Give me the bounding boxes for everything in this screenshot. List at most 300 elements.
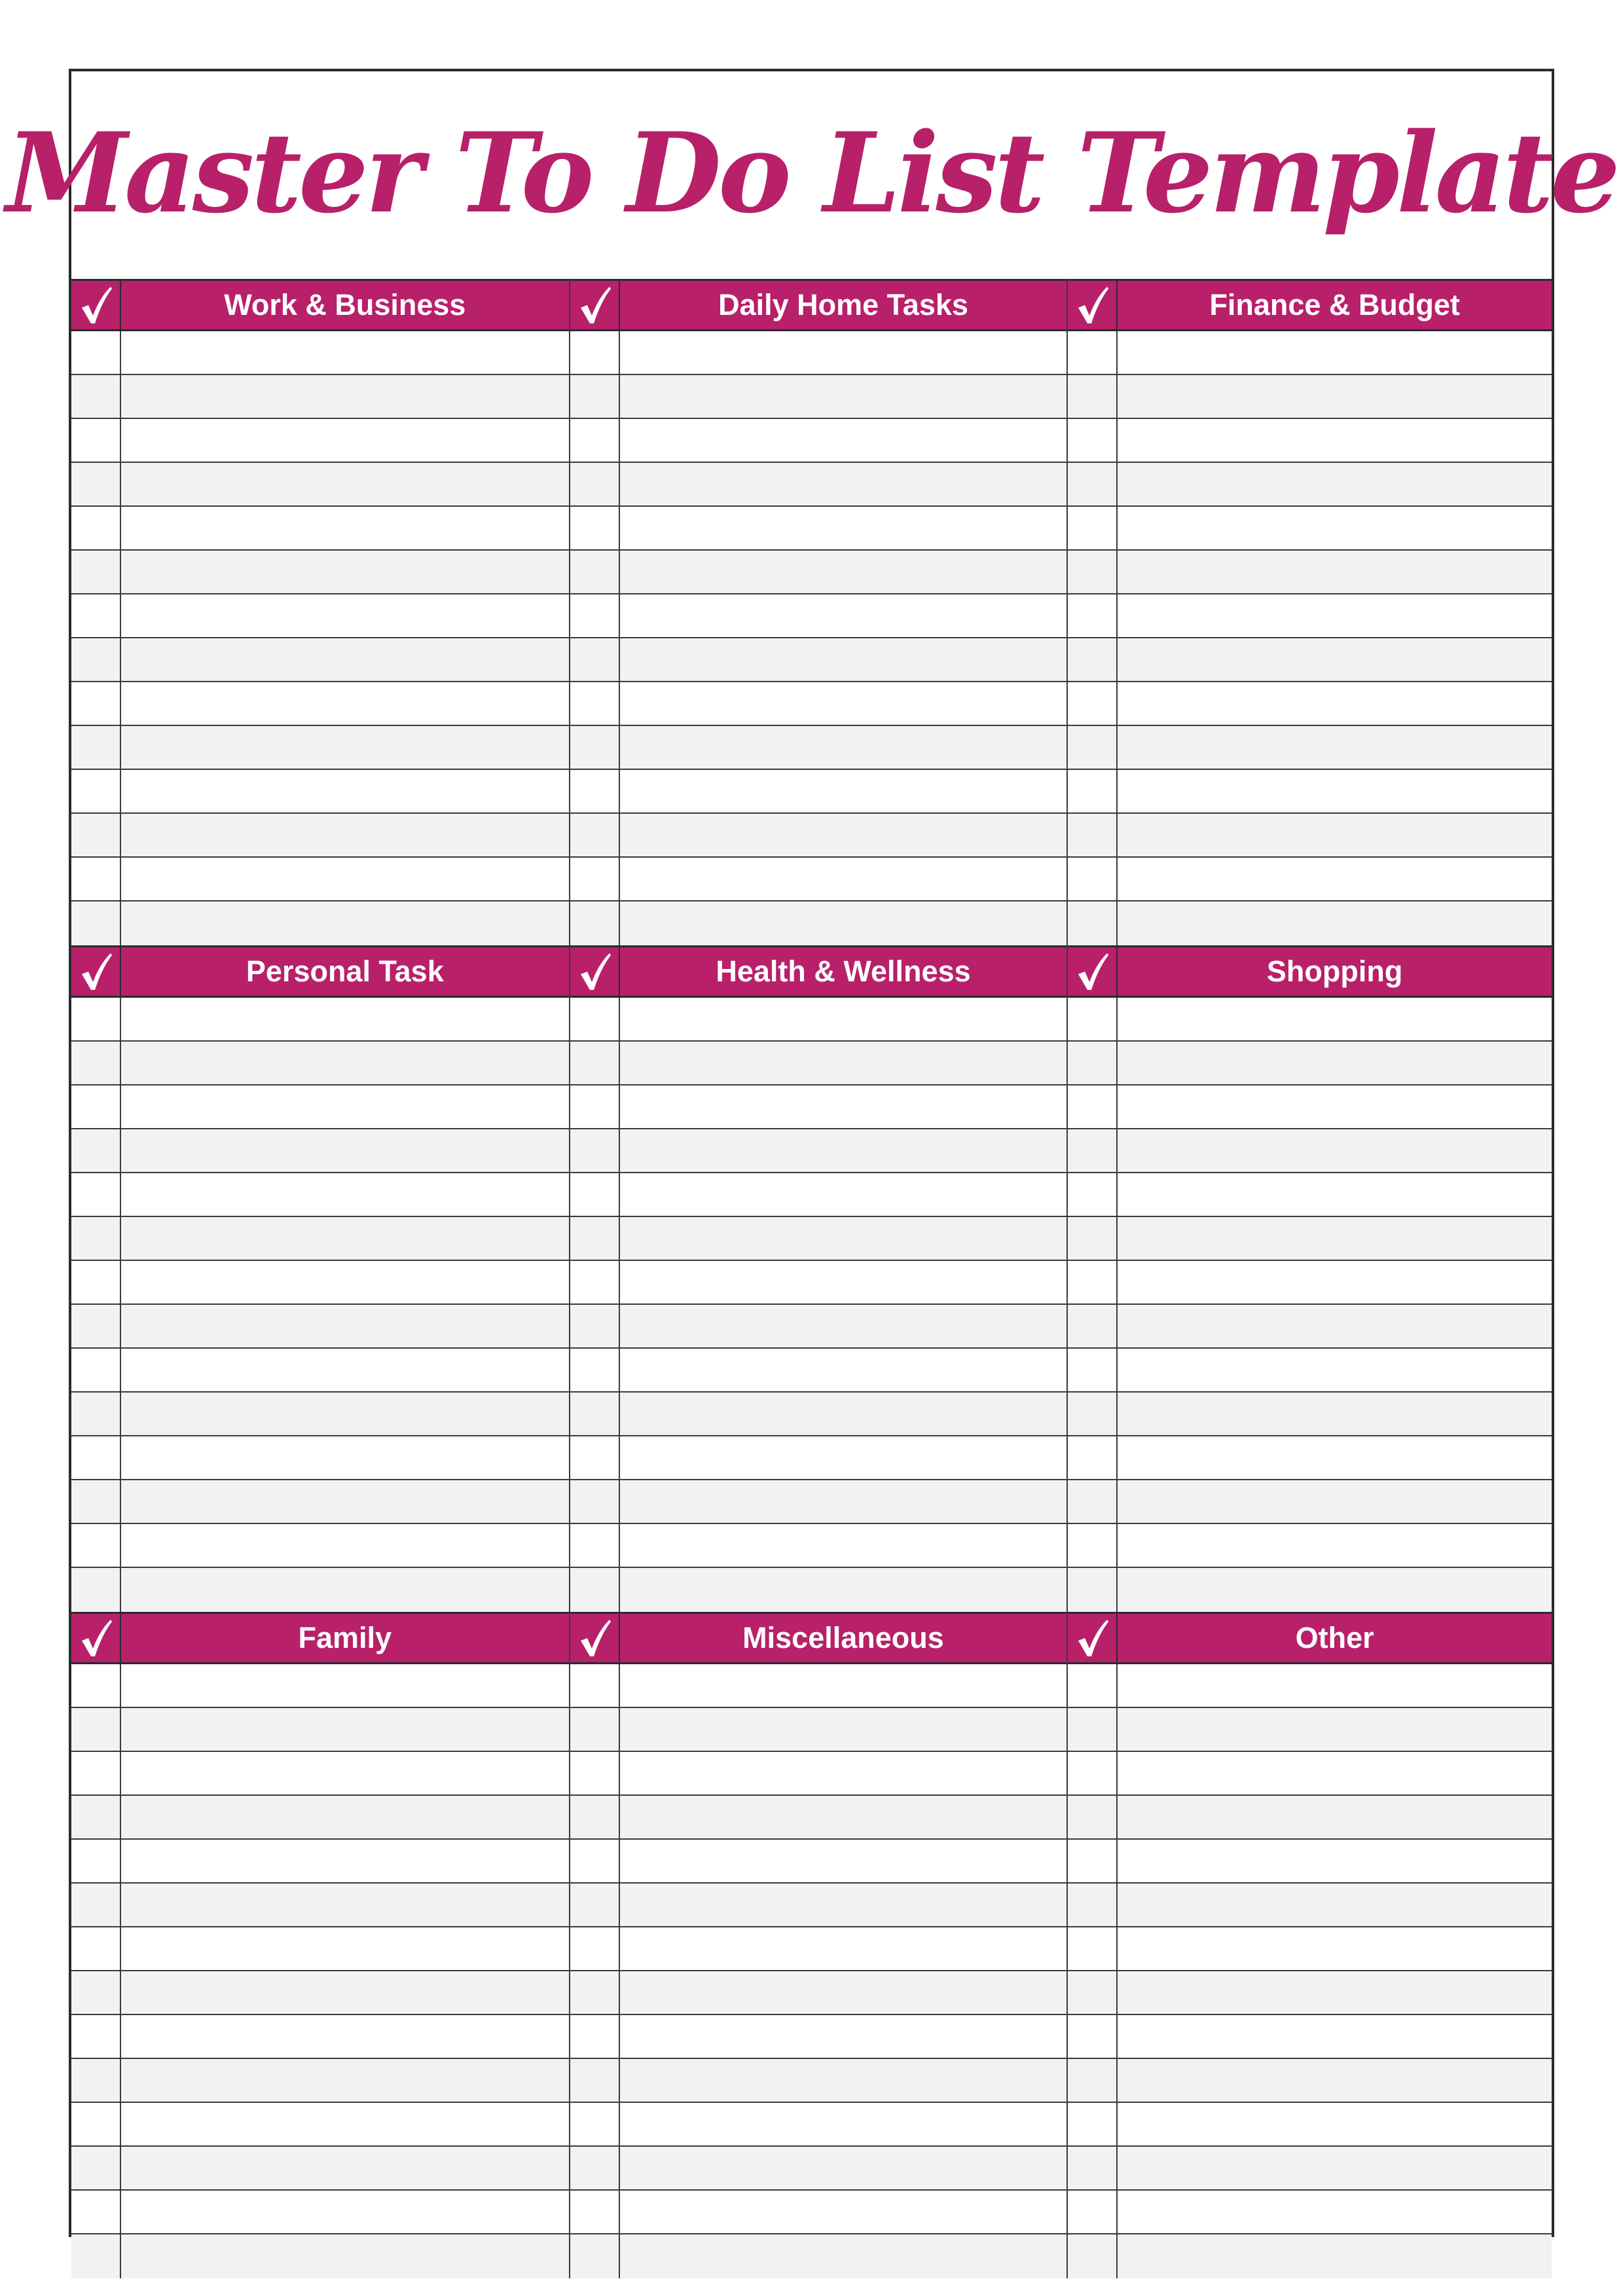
list-item: [570, 770, 1067, 814]
item-text-field[interactable]: [1118, 726, 1552, 769]
item-checkbox[interactable]: [71, 551, 121, 593]
item-text-field[interactable]: [620, 1568, 1067, 1612]
item-checkbox[interactable]: [1068, 1971, 1118, 2014]
item-checkbox[interactable]: [1068, 2191, 1118, 2233]
item-checkbox[interactable]: [1068, 1840, 1118, 1882]
item-text-field[interactable]: [1118, 419, 1552, 462]
item-checkbox[interactable]: [570, 594, 620, 637]
item-checkbox[interactable]: [71, 726, 121, 769]
item-checkbox[interactable]: [71, 1305, 121, 1347]
item-checkbox[interactable]: [71, 2059, 121, 2102]
item-text-field[interactable]: [620, 1085, 1067, 1128]
list-item: [1068, 1752, 1552, 1796]
item-checkbox[interactable]: [570, 463, 620, 505]
item-text-field[interactable]: [121, 1305, 569, 1347]
item-text-field[interactable]: [1118, 1349, 1552, 1391]
item-text-field[interactable]: [620, 682, 1067, 725]
list-item: [1068, 998, 1552, 1042]
item-checkbox[interactable]: [570, 1436, 620, 1479]
list-rows: [71, 998, 569, 1612]
item-text-field[interactable]: [121, 2103, 569, 2145]
item-checkbox[interactable]: [1068, 858, 1118, 900]
item-text-field[interactable]: [1118, 2147, 1552, 2189]
item-checkbox[interactable]: [71, 331, 121, 374]
item-text-field[interactable]: [1118, 594, 1552, 637]
item-text-field[interactable]: [620, 1042, 1067, 1084]
item-text-field[interactable]: [1118, 902, 1552, 945]
list-header: [71, 945, 569, 998]
item-text-field[interactable]: [620, 419, 1067, 462]
item-checkbox[interactable]: [71, 1173, 121, 1216]
item-checkbox[interactable]: [570, 638, 620, 681]
item-text-field[interactable]: [121, 638, 569, 681]
item-text-field[interactable]: [1118, 1971, 1552, 2014]
item-checkbox[interactable]: [71, 1217, 121, 1260]
item-checkbox[interactable]: [71, 858, 121, 900]
item-text-field[interactable]: [1118, 1796, 1552, 1838]
checkmark-icon: [71, 1614, 121, 1662]
item-text-field[interactable]: [121, 1971, 569, 2014]
item-checkbox[interactable]: [71, 2147, 121, 2189]
item-checkbox[interactable]: [71, 1796, 121, 1838]
section-columns: [71, 1612, 1552, 2278]
item-checkbox[interactable]: [1068, 1480, 1118, 1523]
item-text-field[interactable]: [1118, 1217, 1552, 1260]
item-checkbox[interactable]: [71, 814, 121, 856]
item-checkbox[interactable]: [1068, 1752, 1118, 1795]
item-checkbox[interactable]: [1068, 1524, 1118, 1567]
item-checkbox[interactable]: [1068, 2103, 1118, 2145]
item-checkbox[interactable]: [570, 1393, 620, 1435]
item-checkbox[interactable]: [1068, 419, 1118, 462]
item-checkbox[interactable]: [71, 2103, 121, 2145]
item-checkbox[interactable]: [570, 998, 620, 1040]
item-text-field[interactable]: [1118, 331, 1552, 374]
list-item: [570, 1042, 1067, 1085]
item-text-field[interactable]: [1118, 1129, 1552, 1172]
item-checkbox[interactable]: [71, 682, 121, 725]
list-item: [570, 2191, 1067, 2234]
list-title: Finance & Budget: [1209, 288, 1460, 321]
item-checkbox[interactable]: [570, 1261, 620, 1303]
item-checkbox[interactable]: [570, 814, 620, 856]
item-checkbox[interactable]: [1068, 331, 1118, 374]
item-checkbox[interactable]: [570, 507, 620, 549]
item-text-field[interactable]: [620, 507, 1067, 549]
item-text-field[interactable]: [620, 1524, 1067, 1567]
item-text-field[interactable]: [1118, 1884, 1552, 1926]
item-text-field[interactable]: [121, 1927, 569, 1970]
item-text-field[interactable]: [620, 1971, 1067, 2014]
list-item: [71, 2015, 569, 2059]
item-checkbox[interactable]: [71, 375, 121, 418]
item-text-field[interactable]: [121, 1840, 569, 1882]
item-text-field[interactable]: [121, 770, 569, 812]
item-checkbox[interactable]: [71, 507, 121, 549]
item-text-field[interactable]: [121, 2015, 569, 2058]
list-item: [1068, 2015, 1552, 2059]
item-text-field[interactable]: [121, 1480, 569, 1523]
item-checkbox[interactable]: [71, 463, 121, 505]
list-title: Health & Wellness: [716, 955, 971, 988]
item-checkbox[interactable]: [1068, 1436, 1118, 1479]
item-text-field[interactable]: [620, 463, 1067, 505]
list-title: Daily Home Tasks: [718, 288, 968, 321]
todo-list: [1067, 945, 1552, 1612]
item-text-field[interactable]: [121, 507, 569, 549]
item-checkbox[interactable]: [570, 1173, 620, 1216]
item-text-field[interactable]: [620, 1752, 1067, 1795]
item-checkbox[interactable]: [1068, 375, 1118, 418]
item-checkbox[interactable]: [71, 1261, 121, 1303]
item-text-field[interactable]: [620, 998, 1067, 1040]
item-checkbox[interactable]: [71, 1752, 121, 1795]
item-text-field[interactable]: [1118, 1480, 1552, 1523]
item-text-field[interactable]: [620, 1927, 1067, 1970]
item-text-field[interactable]: [620, 1664, 1067, 1707]
list-item: [71, 2191, 569, 2234]
page-title: Master To Do List Template: [5, 107, 1618, 238]
item-text-field[interactable]: [121, 2059, 569, 2102]
item-checkbox[interactable]: [1068, 463, 1118, 505]
item-checkbox[interactable]: [1068, 1708, 1118, 1751]
item-checkbox[interactable]: [1068, 1085, 1118, 1128]
item-checkbox[interactable]: [1068, 1884, 1118, 1926]
item-checkbox[interactable]: [1068, 2147, 1118, 2189]
item-text-field[interactable]: [620, 375, 1067, 418]
item-checkbox[interactable]: [1068, 1349, 1118, 1391]
list-item: [1068, 1129, 1552, 1173]
list-item: [1068, 1349, 1552, 1393]
item-checkbox[interactable]: [1068, 2059, 1118, 2102]
item-text-field[interactable]: [620, 858, 1067, 900]
item-text-field[interactable]: [1118, 858, 1552, 900]
item-checkbox[interactable]: [570, 1085, 620, 1128]
item-text-field[interactable]: [620, 1708, 1067, 1751]
item-checkbox[interactable]: [71, 2234, 121, 2278]
item-checkbox[interactable]: [570, 1752, 620, 1795]
item-checkbox[interactable]: [1068, 1568, 1118, 1612]
item-checkbox[interactable]: [1068, 594, 1118, 637]
item-text-field[interactable]: [620, 2015, 1067, 2058]
item-checkbox[interactable]: [71, 419, 121, 462]
item-text-field[interactable]: [121, 1708, 569, 1751]
item-text-field[interactable]: [1118, 2059, 1552, 2102]
item-text-field[interactable]: [620, 2147, 1067, 2189]
item-checkbox[interactable]: [570, 726, 620, 769]
item-checkbox[interactable]: [570, 1217, 620, 1260]
list-header: [1068, 279, 1552, 331]
item-checkbox[interactable]: [570, 2015, 620, 2058]
item-text-field[interactable]: [1118, 1436, 1552, 1479]
item-text-field[interactable]: [620, 1261, 1067, 1303]
list-item: [1068, 331, 1552, 375]
item-checkbox[interactable]: [570, 2147, 620, 2189]
list-item: [1068, 463, 1552, 507]
item-checkbox[interactable]: [1068, 1129, 1118, 1172]
item-text-field[interactable]: [121, 331, 569, 374]
item-text-field[interactable]: [1118, 2191, 1552, 2233]
item-checkbox[interactable]: [1068, 1261, 1118, 1303]
item-text-field[interactable]: [1118, 2015, 1552, 2058]
item-checkbox[interactable]: [71, 1129, 121, 1172]
list-rows: [71, 331, 569, 945]
item-checkbox[interactable]: [71, 638, 121, 681]
item-text-field[interactable]: [620, 2103, 1067, 2145]
item-checkbox[interactable]: [1068, 2234, 1118, 2278]
item-checkbox[interactable]: [570, 2191, 620, 2233]
item-text-field[interactable]: [1118, 998, 1552, 1040]
item-text-field[interactable]: [121, 726, 569, 769]
item-text-field[interactable]: [121, 902, 569, 945]
item-text-field[interactable]: [121, 1752, 569, 1795]
item-checkbox[interactable]: [570, 1524, 620, 1567]
item-text-field[interactable]: [121, 1261, 569, 1303]
item-text-field[interactable]: [1118, 2103, 1552, 2145]
item-checkbox[interactable]: [71, 1349, 121, 1391]
item-text-field[interactable]: [620, 1840, 1067, 1882]
list-item: [71, 1480, 569, 1524]
list-item: [71, 1217, 569, 1261]
item-text-field[interactable]: [620, 1129, 1067, 1172]
item-checkbox[interactable]: [570, 682, 620, 725]
list-header: [1068, 945, 1552, 998]
list-item: [71, 2059, 569, 2103]
item-text-field[interactable]: [1118, 1664, 1552, 1707]
item-checkbox[interactable]: [71, 1480, 121, 1523]
item-text-field[interactable]: [121, 1568, 569, 1612]
item-checkbox[interactable]: [1068, 902, 1118, 945]
item-checkbox[interactable]: [71, 1436, 121, 1479]
list-item: [71, 375, 569, 419]
list-item: [71, 814, 569, 858]
list-item: [1068, 1261, 1552, 1305]
item-text-field[interactable]: [121, 1173, 569, 1216]
item-text-field[interactable]: [620, 2234, 1067, 2278]
item-text-field[interactable]: [1118, 1042, 1552, 1084]
item-checkbox[interactable]: [1068, 507, 1118, 549]
item-text-field[interactable]: [620, 1173, 1067, 1216]
item-checkbox[interactable]: [1068, 1393, 1118, 1435]
item-text-field[interactable]: [1118, 638, 1552, 681]
item-text-field[interactable]: [121, 463, 569, 505]
item-text-field[interactable]: [121, 1393, 569, 1435]
item-text-field[interactable]: [1118, 814, 1552, 856]
item-text-field[interactable]: [1118, 770, 1552, 812]
list-rows: [570, 1664, 1067, 2278]
item-checkbox[interactable]: [71, 1085, 121, 1128]
item-text-field[interactable]: [1118, 1085, 1552, 1128]
item-text-field[interactable]: [1118, 1840, 1552, 1882]
item-checkbox[interactable]: [1068, 814, 1118, 856]
item-checkbox[interactable]: [570, 1971, 620, 2014]
item-text-field[interactable]: [1118, 375, 1552, 418]
item-text-field[interactable]: [121, 1217, 569, 1260]
item-text-field[interactable]: [620, 331, 1067, 374]
item-checkbox[interactable]: [1068, 1927, 1118, 1970]
list-item: [570, 902, 1067, 945]
item-checkbox[interactable]: [1068, 1664, 1118, 1707]
item-checkbox[interactable]: [570, 1884, 620, 1926]
item-text-field[interactable]: [620, 1217, 1067, 1260]
list-item: [71, 1524, 569, 1568]
item-checkbox[interactable]: [570, 1708, 620, 1751]
list-item: [71, 507, 569, 551]
item-checkbox[interactable]: [570, 1129, 620, 1172]
item-text-field[interactable]: [121, 2147, 569, 2189]
item-text-field[interactable]: [121, 1129, 569, 1172]
item-checkbox[interactable]: [71, 1840, 121, 1882]
item-checkbox[interactable]: [570, 1664, 620, 1707]
item-text-field[interactable]: [1118, 1305, 1552, 1347]
item-text-field[interactable]: [1118, 2234, 1552, 2278]
item-text-field[interactable]: [121, 594, 569, 637]
item-checkbox[interactable]: [71, 1971, 121, 2014]
item-checkbox[interactable]: [71, 1042, 121, 1084]
item-checkbox[interactable]: [71, 770, 121, 812]
item-checkbox[interactable]: [570, 2059, 620, 2102]
item-text-field[interactable]: [620, 2059, 1067, 2102]
item-checkbox[interactable]: [570, 1840, 620, 1882]
item-text-field[interactable]: [620, 902, 1067, 945]
list-item: [1068, 507, 1552, 551]
item-checkbox[interactable]: [71, 998, 121, 1040]
item-text-field[interactable]: [620, 1436, 1067, 1479]
list-item: [570, 1349, 1067, 1393]
item-text-field[interactable]: [1118, 507, 1552, 549]
item-text-field[interactable]: [620, 1796, 1067, 1838]
item-checkbox[interactable]: [1068, 1042, 1118, 1084]
item-text-field[interactable]: [1118, 551, 1552, 593]
item-text-field[interactable]: [620, 770, 1067, 812]
item-text-field[interactable]: [620, 594, 1067, 637]
item-checkbox[interactable]: [71, 1884, 121, 1926]
list-item: [71, 551, 569, 594]
item-text-field[interactable]: [121, 858, 569, 900]
list-item: [570, 998, 1067, 1042]
item-text-field[interactable]: [121, 1042, 569, 1084]
item-text-field[interactable]: [121, 1349, 569, 1391]
item-checkbox[interactable]: [570, 2234, 620, 2278]
item-text-field[interactable]: [121, 375, 569, 418]
item-checkbox[interactable]: [570, 331, 620, 374]
item-text-field[interactable]: [121, 2234, 569, 2278]
item-text-field[interactable]: [620, 1349, 1067, 1391]
list-item: [570, 1085, 1067, 1129]
item-checkbox[interactable]: [570, 1927, 620, 1970]
item-checkbox[interactable]: [570, 902, 620, 945]
item-checkbox[interactable]: [71, 1568, 121, 1612]
item-text-field[interactable]: [1118, 1927, 1552, 1970]
item-text-field[interactable]: [620, 1884, 1067, 1926]
item-text-field[interactable]: [1118, 1524, 1552, 1567]
item-checkbox[interactable]: [570, 2103, 620, 2145]
item-text-field[interactable]: [1118, 1708, 1552, 1751]
item-checkbox[interactable]: [1068, 2015, 1118, 2058]
item-text-field[interactable]: [121, 1085, 569, 1128]
list-item: [71, 2147, 569, 2191]
item-text-field[interactable]: [620, 1305, 1067, 1347]
list-item: [71, 1085, 569, 1129]
item-text-field[interactable]: [121, 1884, 569, 1926]
item-checkbox[interactable]: [570, 1305, 620, 1347]
item-checkbox[interactable]: [71, 2191, 121, 2233]
item-checkbox[interactable]: [570, 375, 620, 418]
item-checkbox[interactable]: [570, 858, 620, 900]
item-text-field[interactable]: [121, 551, 569, 593]
item-checkbox[interactable]: [570, 1480, 620, 1523]
item-checkbox[interactable]: [570, 1042, 620, 1084]
item-checkbox[interactable]: [71, 594, 121, 637]
item-text-field[interactable]: [121, 682, 569, 725]
item-checkbox[interactable]: [71, 1524, 121, 1567]
item-checkbox[interactable]: [71, 1708, 121, 1751]
item-checkbox[interactable]: [1068, 998, 1118, 1040]
item-text-field[interactable]: [121, 1524, 569, 1567]
list-item: [1068, 682, 1552, 726]
list-item: [71, 1261, 569, 1305]
list-item: [570, 1393, 1067, 1436]
item-checkbox[interactable]: [1068, 1796, 1118, 1838]
item-text-field[interactable]: [121, 814, 569, 856]
item-text-field[interactable]: [1118, 1752, 1552, 1795]
item-text-field[interactable]: [620, 814, 1067, 856]
item-text-field[interactable]: [121, 1664, 569, 1707]
item-checkbox[interactable]: [71, 1393, 121, 1435]
item-text-field[interactable]: [620, 638, 1067, 681]
list-item: [1068, 1480, 1552, 1524]
item-checkbox[interactable]: [570, 1568, 620, 1612]
item-text-field[interactable]: [620, 726, 1067, 769]
item-checkbox[interactable]: [1068, 770, 1118, 812]
item-checkbox[interactable]: [1068, 1217, 1118, 1260]
item-text-field[interactable]: [620, 1393, 1067, 1435]
item-checkbox[interactable]: [71, 2015, 121, 2058]
item-checkbox[interactable]: [71, 1664, 121, 1707]
item-checkbox[interactable]: [71, 902, 121, 945]
item-text-field[interactable]: [1118, 682, 1552, 725]
item-checkbox[interactable]: [570, 419, 620, 462]
list-item: [1068, 2103, 1552, 2147]
item-checkbox[interactable]: [1068, 1305, 1118, 1347]
item-text-field[interactable]: [121, 1436, 569, 1479]
list-item: [71, 682, 569, 726]
item-checkbox[interactable]: [1068, 551, 1118, 593]
item-checkbox[interactable]: [570, 1796, 620, 1838]
item-text-field[interactable]: [1118, 1568, 1552, 1612]
list-item: [570, 1217, 1067, 1261]
item-text-field[interactable]: [620, 551, 1067, 593]
item-text-field[interactable]: [121, 1796, 569, 1838]
item-checkbox[interactable]: [71, 1927, 121, 1970]
item-checkbox[interactable]: [1068, 726, 1118, 769]
item-text-field[interactable]: [121, 998, 569, 1040]
item-text-field[interactable]: [1118, 1261, 1552, 1303]
item-checkbox[interactable]: [1068, 1173, 1118, 1216]
item-checkbox[interactable]: [1068, 638, 1118, 681]
item-text-field[interactable]: [1118, 463, 1552, 505]
item-text-field[interactable]: [1118, 1393, 1552, 1435]
item-checkbox[interactable]: [570, 551, 620, 593]
item-checkbox[interactable]: [1068, 682, 1118, 725]
item-text-field[interactable]: [1118, 1173, 1552, 1216]
item-text-field[interactable]: [121, 2191, 569, 2233]
item-text-field[interactable]: [620, 2191, 1067, 2233]
item-text-field[interactable]: [620, 1480, 1067, 1523]
item-checkbox[interactable]: [570, 1349, 620, 1391]
item-text-field[interactable]: [121, 419, 569, 462]
item-checkbox[interactable]: [570, 770, 620, 812]
